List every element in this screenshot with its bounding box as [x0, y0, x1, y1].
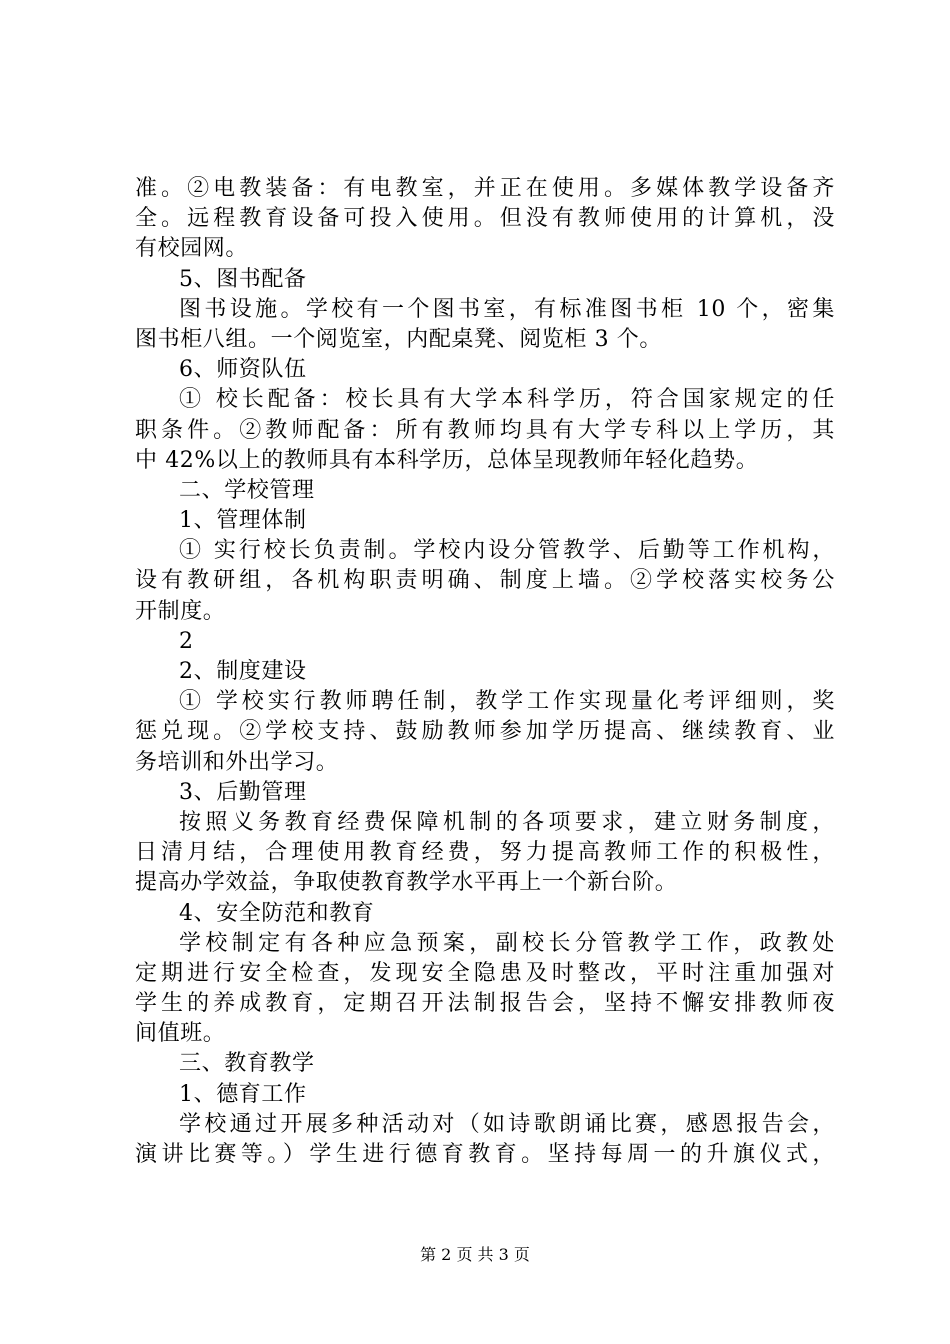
text-line: 演讲比赛等。）学生进行德育教育。坚持每周一的升旗仪式， [135, 1142, 835, 1167]
page-footer: 第 2 页 共 3 页 [420, 1245, 530, 1264]
text-line: 准。②电教装备：有电教室，并正在使用。多媒体教学设备齐 [135, 176, 835, 201]
text-line: 1、管理体制 [179, 508, 307, 534]
text-line: 全。远程教育设备可投入使用。但没有教师使用的计算机，没 [135, 206, 835, 232]
text-line: 学校制定有各种应急预案，副校长分管教学工作，政教处 [179, 930, 835, 956]
text-line: 设有教研组，各机构职责明确、制度上墙。②学校落实校务公 [135, 568, 835, 594]
text-line: 5、图书配备 [179, 266, 307, 292]
text-line: 4、安全防范和教育 [179, 900, 375, 926]
text-line: 提高办学效益，争取使教育教学水平再上一个新台阶。 [135, 870, 678, 896]
text-line: 间值班。 [135, 1021, 226, 1047]
text-line: 开制度。 [135, 598, 226, 624]
text-line: 图书柜八组。一个阅览室，内配桌凳、阅览柜 3 个。 [135, 326, 662, 352]
text-line: 中 42%以上的教师具有本科学历，总体呈现教师年轻化趋势。 [135, 447, 759, 473]
text-line: 2、制度建设 [179, 659, 307, 684]
text-line: 三、教育教学 [179, 1051, 315, 1077]
text-line: 职条件。②教师配备：所有教师均具有大学专科以上学历，其 [135, 417, 835, 443]
text-line: 二、学校管理 [179, 477, 315, 503]
text-line: 日清月结，合理使用教育经费，努力提高教师工作的积极性， [135, 840, 835, 866]
text-line: 6、师资队伍 [179, 357, 307, 383]
text-line: 学校通过开展多种活动对（如诗歌朗诵比赛，感恩报告会， [179, 1111, 835, 1137]
text-line: 有校园网。 [135, 236, 249, 262]
text-line: 定期进行安全检查，发现安全隐患及时整改，平时注重加强对 [135, 960, 835, 986]
document-body [135, 174, 835, 1170]
text-line: 学生的养成教育，定期召开法制报告会，坚持不懈安排教师夜 [135, 991, 835, 1017]
text-line: 务培训和外出学习。 [135, 749, 339, 775]
text-line: ① 实行校长负责制。学校内设分管教学、后勤等工作机构， [179, 538, 835, 564]
text-line: 惩兑现。②学校支持、鼓励教师参加学历提高、继续教育、业 [135, 719, 835, 745]
text-line: 按照义务教育经费保障机制的各项要求，建立财务制度， [179, 809, 835, 835]
text-line: ① 学校实行教师聘任制，教学工作实现量化考评细则，奖 [179, 689, 835, 715]
text-line: 2 [179, 628, 194, 654]
text-line: 图书设施。学校有一个图书室，有标准图书柜 10 个，密集 [179, 296, 835, 322]
text-line: 1、德育工作 [179, 1081, 307, 1107]
text-line: ① 校长配备：校长具有大学本科学历，符合国家规定的任 [179, 387, 835, 413]
text-line: 3、后勤管理 [179, 779, 307, 805]
